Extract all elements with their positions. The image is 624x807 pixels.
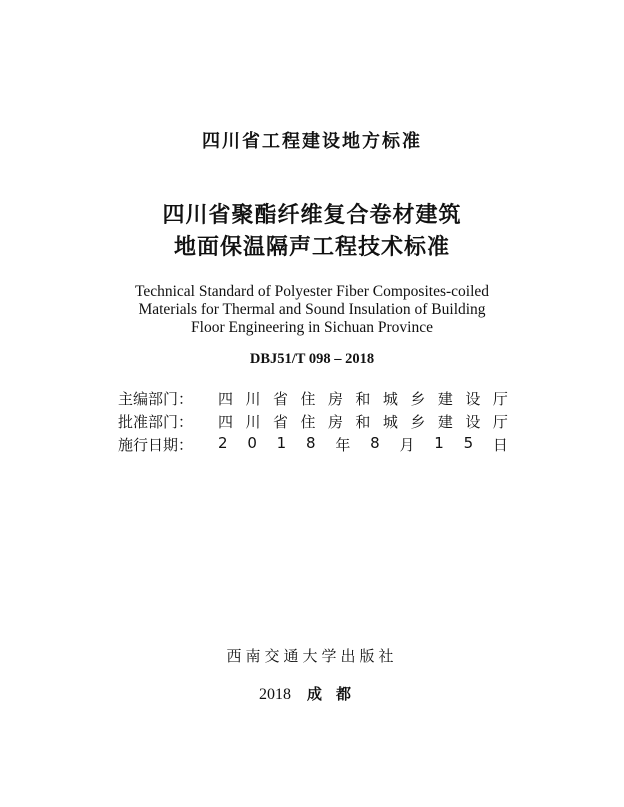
- info-char: 房: [327, 390, 343, 408]
- info-char: 房: [327, 413, 343, 431]
- english-title-line-3: Floor Engineering in Sichuan Province: [191, 319, 433, 336]
- standard-code: DBJ51/T 098 – 2018: [249, 351, 375, 367]
- info-char: 建: [437, 390, 453, 408]
- info-char: 省: [272, 390, 288, 408]
- info-char: 0: [247, 434, 257, 452]
- imprint-city: 成都: [306, 685, 365, 703]
- info-char: 年: [335, 436, 351, 454]
- info-char: 日: [492, 436, 508, 454]
- info-char: 四: [218, 390, 234, 408]
- info-char: 厅: [492, 390, 508, 408]
- info-char: 建: [437, 413, 453, 431]
- info-value: [218, 388, 508, 409]
- info-char: 和: [355, 390, 371, 408]
- imprint: [0, 683, 624, 704]
- info-char: 乡: [410, 390, 426, 408]
- chinese-title-line-1: 四川省聚酯纤维复合卷材建筑: [162, 203, 462, 228]
- info-char: 乡: [410, 413, 426, 431]
- info-char: 住: [300, 413, 316, 431]
- info-label: 主编部门：: [118, 390, 194, 408]
- info-label: 批准部门：: [118, 413, 194, 431]
- info-char: 川: [245, 413, 261, 431]
- imprint-year: 2018: [258, 686, 291, 703]
- info-char: 月: [399, 436, 415, 454]
- info-char: 四: [218, 413, 234, 431]
- info-char: 1: [434, 434, 444, 452]
- info-char: 省: [272, 413, 288, 431]
- info-char: 1: [276, 434, 287, 452]
- info-char: 8: [305, 434, 316, 452]
- info-char: 2: [218, 434, 228, 452]
- info-char: 城: [382, 390, 398, 408]
- info-value: [218, 434, 508, 455]
- info-label: 施行日期：: [118, 436, 194, 454]
- english-title-line-2: Materials for Thermal and Sound Insulation of Building: [138, 301, 486, 318]
- chinese-title-line-2: 地面保温隔声工程技术标准: [173, 235, 450, 260]
- publisher: 西南交通大学出版社: [226, 647, 398, 665]
- info-value: [218, 411, 508, 432]
- info-char: 设: [465, 390, 481, 408]
- info-char: 川: [245, 390, 261, 408]
- info-char: 5: [463, 434, 474, 452]
- info-char: 厅: [492, 413, 508, 431]
- english-title-line-1: Technical Standard of Polyester Fiber Composites-coiled: [134, 283, 490, 300]
- info-char: 和: [355, 413, 371, 431]
- series-title: 四川省工程建设地方标准: [202, 131, 422, 152]
- info-char: 住: [300, 390, 316, 408]
- info-char: 8: [370, 434, 380, 452]
- info-char: 设: [465, 413, 481, 431]
- info-char: 城: [382, 413, 398, 431]
